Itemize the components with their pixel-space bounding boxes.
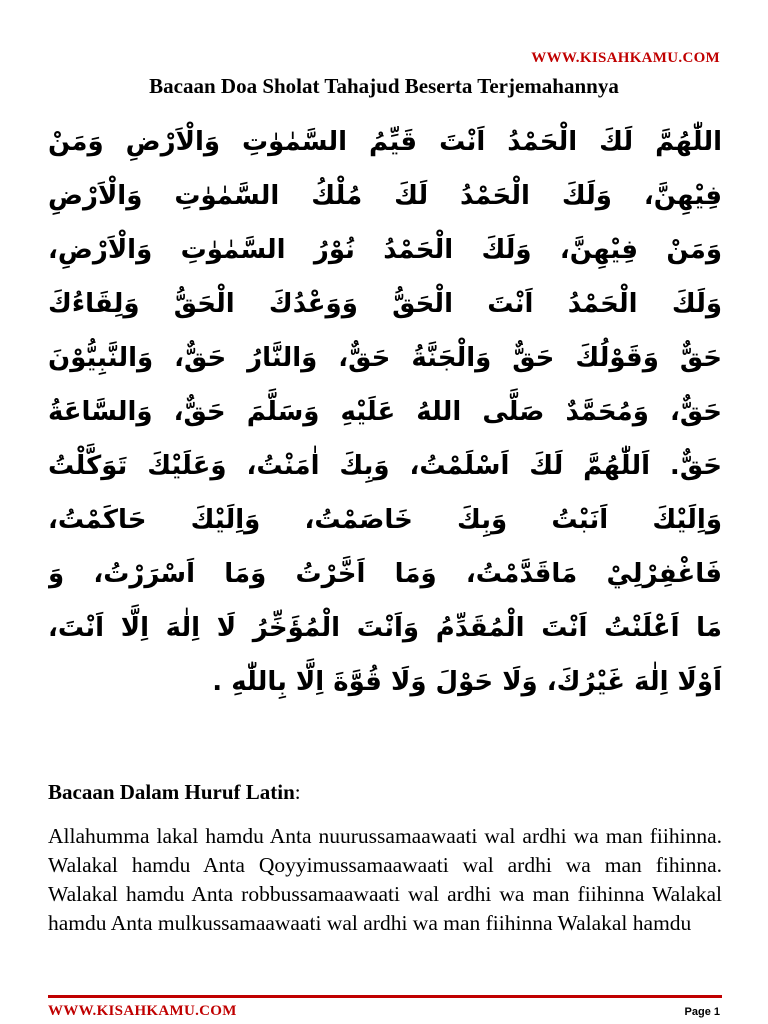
latin-heading-label: Bacaan Dalam Huruf Latin [48, 780, 295, 804]
page-number: Page 1 [684, 1006, 720, 1018]
arabic-line: اَوْلَا اِلٰهَ غَيْرُكَ، وَلَا حَوْلَ وَلَا قُوَّةَ اِلَّا بِاللّٰهِ . [212, 667, 722, 697]
header-website-link[interactable]: WWW.KISAHKAMU.COM [531, 50, 720, 66]
arabic-line: فِيْهِنَّ، وَلَكَ الْحَمْدُ لَكَ مُلْكُ السَّمٰوٰتِ وَالْاَرْضِ [48, 181, 722, 211]
arabic-line: وَلَكَ الْحَمْدُ اَنْتَ الْحَقُّ وَوَعْدُكَ الْحَقُّ وَلِقَاءُكَ [48, 289, 722, 319]
latin-heading-colon: : [294, 780, 301, 804]
footer-divider [48, 995, 722, 998]
arabic-line: حَقٌّ وَقَوْلُكَ حَقٌّ وَالْجَنَّةُ حَقٌّ، وَالنَّارُ حَقٌّ، وَالنَّبِيُّوْنَ [48, 343, 722, 373]
arabic-prayer-text [48, 115, 722, 765]
arabic-line: فَاغْفِرْلِيْ مَاقَدَّمْتُ، وَمَا اَخَّرْتُ وَمَا اَسْرَرْتُ، وَ [48, 559, 722, 589]
latin-transliteration-text: Allahumma lakal hamdu Anta nuurussamaawaati wal ardhi wa man fiihinna. Walakal hamdu Anta Qoyyimussamaawaati wal ardhi wa man fihinna. Walakal hamdu Anta robbussamaawaati wal ardhi wa man fiihinna Walakal hamdu Anta mulkussamaawaati wal ardhi wa man fiihinna Walakal hamdu [48, 824, 722, 935]
arabic-line: وَاِلَيْكَ اَنَبْتُ وَبِكَ خَاصَمْتُ، وَاِلَيْكَ حَاكَمْتُ، [48, 505, 722, 535]
arabic-line: اللّٰهُمَّ لَكَ الْحَمْدُ اَنْتَ قَيِّمُ السَّمٰوٰتِ وَالْاَرْضِ وَمَنْ [48, 127, 722, 157]
arabic-line: مَا اَعْلَنْتُ اَنْتَ الْمُقَدِّمُ وَاَنْتَ الْمُؤَخِّرُ لَا اِلٰهَ اِلَّا اَنْتَ، [48, 613, 722, 643]
arabic-line: حَقٌّ، وَمُحَمَّدٌ صَلَّى اللهُ عَلَيْهِ وَسَلَّمَ حَقٌّ، وَالسَّاعَةُ [48, 397, 722, 427]
arabic-line: وَمَنْ فِيْهِنَّ، وَلَكَ الْحَمْدُ نُوْرُ السَّمٰوٰتِ وَالْاَرْضِ، [48, 235, 722, 265]
latin-section-heading [48, 780, 301, 805]
footer-website-link[interactable]: WWW.KISAHKAMU.COM [48, 1003, 237, 1019]
document-title: Bacaan Doa Sholat Tahajud Beserta Terjemahannya [149, 74, 619, 98]
arabic-line: حَقٌّ. اَللّٰهُمَّ لَكَ اَسْلَمْتُ، وَبِكَ اٰمَنْتُ، وَعَلَيْكَ تَوَكَّلْتُ [48, 451, 722, 481]
